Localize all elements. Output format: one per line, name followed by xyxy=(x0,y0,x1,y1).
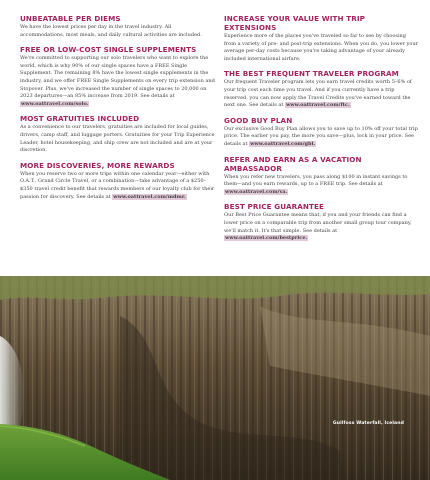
section-single-supplements xyxy=(20,45,215,108)
right-column xyxy=(224,14,419,249)
section-text: Experience more of the places you've traveled so far to see by choosing from a variety of pre- and post-trip extensions. When you do, you lower your average per-day costs because you're taking advantage of your already included international airfare. xyxy=(224,33,419,62)
ftc-link[interactable]: www.oattravel.com/ftc. xyxy=(286,102,350,109)
canyon-illustration xyxy=(0,276,430,480)
mdmr-link[interactable]: www.oattravel.com/mdmr. xyxy=(113,193,186,200)
section-text: When you reserve two or more trips within one calendar year—either with O.A.T., Grand Circle Travel, or a combination—take advantage of a $250–$350 travel credit benefit that rewards members of our loyalty club for their passion for discovery. See details at xyxy=(20,170,215,200)
section-trip-extensions xyxy=(224,14,419,63)
section-text: Our frequent Traveler program lets you earn travel credits worth 5–6% of your trip cost each time you travel. And if you currently have a trip reserved, you can now apply the Travel Credits you've earned toward the next one. See details at xyxy=(224,79,412,109)
section-text: Our exclusive Good Buy Plan allows you to save up to 10% off your total trip price. The earlier you pay, the more you save—plus, lock in your price. See details at xyxy=(224,125,418,147)
section-heading: FREE OR LOW-COST SINGLE SUPPLEMENTS xyxy=(20,45,197,55)
photo-caption: Gullfoss Waterfall, Iceland xyxy=(332,421,404,426)
section-body xyxy=(224,33,419,63)
section-heading: MOST GRATUITIES INCLUDED xyxy=(20,114,140,124)
section-text: We're committed to supporting our solo travelers who want to explore the world, which is why 90% of our single spaces have a FREE Single Supplement. The remaining 8% have the lowest single supplements in the industry, and we offer FREE Single Supplements on every trip extension and Stopover. Plus, we've increased the number of single spaces to 20,000 on 2023 departures—an 85% increase from 2019. See details at xyxy=(20,55,215,100)
section-heading: MORE DISCOVERIES, MORE REWARDS xyxy=(20,160,175,170)
section-more-discoveries xyxy=(20,161,215,201)
section-body xyxy=(224,126,419,149)
section-heading: GOOD BUY PLAN xyxy=(224,115,293,125)
section-body xyxy=(20,171,215,201)
section-text: When you refer new travelers, you pass along $100 in instant savings to them—and you earn rewards, up to a FREE trip. See details at xyxy=(224,173,408,188)
section-body xyxy=(20,124,215,154)
section-body xyxy=(224,212,419,242)
section-body xyxy=(20,55,215,108)
left-column xyxy=(20,14,215,207)
section-body xyxy=(224,174,419,197)
bestprice-link[interactable]: www.oattravel.com/bestprice. xyxy=(225,235,308,242)
section-body xyxy=(224,79,419,109)
section-heading: UNBEATABLE PER DIEMS xyxy=(20,14,121,23)
section-heading: BEST PRICE GUARANTEE xyxy=(224,202,325,212)
section-per-diems xyxy=(20,14,215,39)
section-text: Our Best Price Guarantee means that, if you and your friends can find a lower price on a comparable trip from another small group tour company, we'll match it. It's that simple. See details at xyxy=(224,212,412,234)
section-body xyxy=(20,24,215,39)
section-frequent-traveler xyxy=(224,69,419,109)
section-best-price xyxy=(224,202,419,242)
section-heading: THE BEST FREQUENT TRAVELER PROGRAM xyxy=(224,69,399,79)
section-text: As a convenience to our travelers, gratuities are included for local guides, drivers, camp staff, and luggage porters. Gratuities for your Trip Experience Leader, hotel housekeeping, and ship crew are not included and are at your discretion. xyxy=(20,124,215,154)
section-heading: INCREASE YOUR VALUE WITH TRIP EXTENSIONS xyxy=(224,14,366,32)
section-text: We have the lowest prices per day in the travel industry. All accommodations, most meals, and daily cultural activities are included. xyxy=(20,24,202,38)
va-link[interactable]: www.oattravel.com/va. xyxy=(225,188,288,195)
section-gratuities xyxy=(20,114,215,154)
section-good-buy-plan xyxy=(224,116,419,149)
solo-link[interactable]: www.oattravel.com/solo. xyxy=(21,100,89,107)
section-vacation-ambassador xyxy=(224,155,419,197)
gbl-link[interactable]: www.oattravel.com/gbl. xyxy=(250,140,316,147)
section-heading: REFER AND EARN AS A VACATION AMBASSADOR xyxy=(224,154,362,173)
waterfall-photo xyxy=(0,276,430,480)
